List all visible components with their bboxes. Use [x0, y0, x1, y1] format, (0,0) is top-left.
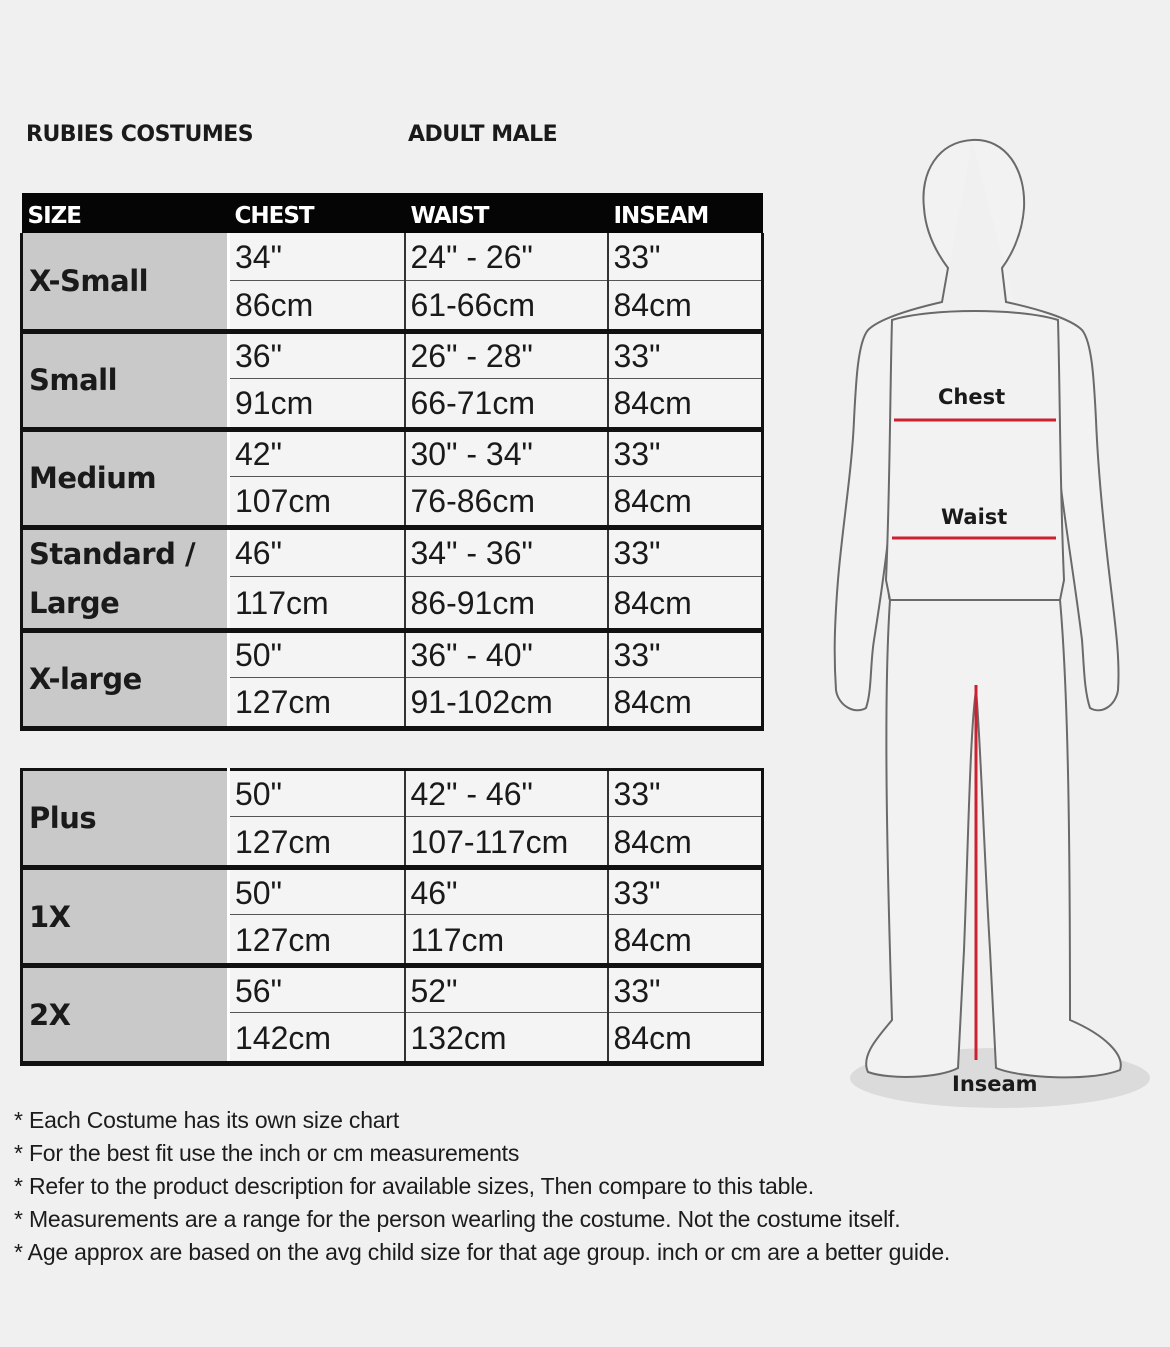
inseam-cm-value: 84cm: [608, 677, 763, 728]
table-row: [22, 770, 763, 817]
inseam-inch-value: 33": [608, 233, 763, 280]
inseam-inch-value: 33": [608, 429, 763, 476]
inseam-inch-value: 33": [608, 331, 763, 378]
waist-inch-value: 30" - 34": [405, 429, 608, 476]
column-header: WAIST: [405, 193, 608, 233]
note-item: * Measurements are a range for the person wearling the costume. Not the costume itself.: [14, 1206, 901, 1232]
inseam-label: Inseam: [952, 1072, 1038, 1096]
brand-title: RUBIES COSTUMES: [26, 122, 254, 147]
table-row: [22, 966, 763, 1013]
chest-cm-value: 127cm: [229, 817, 405, 868]
note-item: * For the best fit use the inch or cm measurements: [14, 1140, 520, 1166]
inseam-inch-value: 33": [608, 527, 763, 576]
size-label: X-large: [22, 630, 229, 728]
size-label: Small: [22, 331, 229, 429]
note-item: * Each Costume has its own size chart: [14, 1107, 400, 1133]
inseam-inch-value: 33": [608, 868, 763, 915]
column-header: CHEST: [229, 193, 405, 233]
inseam-cm-value: 84cm: [608, 915, 763, 966]
chest-inch-value: 34": [229, 233, 405, 280]
size-table-standard: [20, 193, 764, 731]
waist-inch-value: 46": [405, 868, 608, 915]
table-row: [22, 331, 763, 378]
size-label: Medium: [22, 429, 229, 527]
inseam-cm-value: 84cm: [608, 378, 763, 429]
size-label: 2X: [22, 966, 229, 1064]
chest-inch-value: 42": [229, 429, 405, 476]
male-silhouette-illustration: [820, 130, 1170, 1120]
table-row: [22, 429, 763, 476]
chest-inch-value: 50": [229, 630, 405, 677]
column-header: INSEAM: [608, 193, 763, 233]
chest-inch-value: 46": [229, 527, 405, 576]
waist-inch-value: 36" - 40": [405, 630, 608, 677]
waist-cm-value: 61-66cm: [405, 280, 608, 331]
table-row: [22, 527, 763, 576]
body-measurement-figure: [820, 130, 1170, 1120]
inseam-inch-value: 33": [608, 770, 763, 817]
chest-label: Chest: [938, 385, 1006, 409]
waist-cm-value: 86-91cm: [405, 576, 608, 630]
table-row: [22, 868, 763, 915]
waist-cm-value: 107-117cm: [405, 817, 608, 868]
table-header-row: [22, 193, 763, 233]
size-table-plus: [20, 768, 764, 1066]
size-label: Plus: [22, 770, 229, 868]
waist-inch-value: 52": [405, 966, 608, 1013]
waist-cm-value: 76-86cm: [405, 476, 608, 527]
chest-cm-value: 142cm: [229, 1013, 405, 1064]
table-row: [22, 233, 763, 280]
waist-cm-value: 132cm: [405, 1013, 608, 1064]
table-row: [22, 630, 763, 677]
size-label: Standard / Large: [22, 527, 229, 630]
waist-label: Waist: [941, 505, 1008, 529]
waist-inch-value: 34" - 36": [405, 527, 608, 576]
chest-cm-value: 127cm: [229, 915, 405, 966]
column-header: SIZE: [22, 193, 229, 233]
chest-cm-value: 117cm: [229, 576, 405, 630]
notes-list: [14, 1104, 950, 1269]
size-label: 1X: [22, 868, 229, 966]
inseam-inch-value: 33": [608, 630, 763, 677]
inseam-cm-value: 84cm: [608, 280, 763, 331]
waist-cm-value: 117cm: [405, 915, 608, 966]
category-title: ADULT MALE: [408, 122, 558, 147]
inseam-cm-value: 84cm: [608, 576, 763, 630]
size-label: X-Small: [22, 233, 229, 331]
waist-inch-value: 26" - 28": [405, 331, 608, 378]
chest-cm-value: 107cm: [229, 476, 405, 527]
waist-inch-value: 42" - 46": [405, 770, 608, 817]
waist-cm-value: 66-71cm: [405, 378, 608, 429]
inseam-inch-value: 33": [608, 966, 763, 1013]
chest-inch-value: 56": [229, 966, 405, 1013]
inseam-cm-value: 84cm: [608, 1013, 763, 1064]
chest-cm-value: 127cm: [229, 677, 405, 728]
chest-inch-value: 50": [229, 868, 405, 915]
chest-cm-value: 86cm: [229, 280, 405, 331]
note-item: * Refer to the product description for available sizes, Then compare to this table.: [14, 1173, 814, 1199]
waist-cm-value: 91-102cm: [405, 677, 608, 728]
note-item: * Age approx are based on the avg child size for that age group. inch or cm are a better guide.: [14, 1239, 951, 1265]
waist-inch-value: 24" - 26": [405, 233, 608, 280]
chest-cm-value: 91cm: [229, 378, 405, 429]
inseam-cm-value: 84cm: [608, 817, 763, 868]
chest-inch-value: 50": [229, 770, 405, 817]
chest-inch-value: 36": [229, 331, 405, 378]
inseam-cm-value: 84cm: [608, 476, 763, 527]
